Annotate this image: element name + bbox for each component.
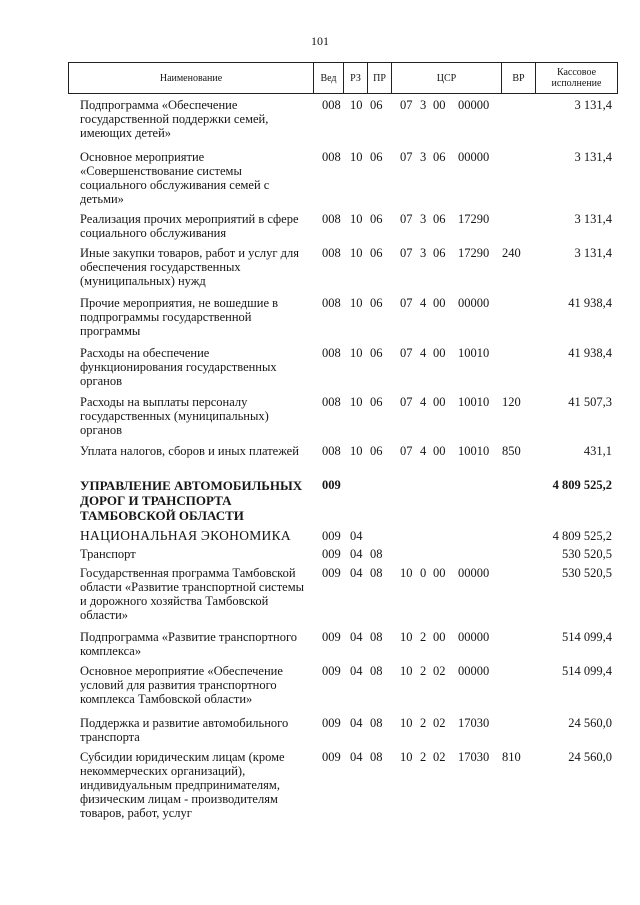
row-c4: 17030 <box>458 750 490 764</box>
row-c4: 10010 <box>458 346 490 360</box>
row-rz: 04 <box>350 716 363 730</box>
row-c3: 00 <box>433 98 446 112</box>
row-pr: 08 <box>370 630 383 644</box>
row-c4: 00000 <box>458 150 490 164</box>
row-c3: 06 <box>433 150 446 164</box>
row-c2: 3 <box>420 98 427 112</box>
row-rz: 10 <box>350 444 363 458</box>
row-name: Уплата налогов, сборов и иных платежей <box>80 444 299 458</box>
header-csr: ЦСР <box>391 63 501 93</box>
row-c3: 00 <box>433 346 446 360</box>
header-name: Наименование <box>159 72 223 84</box>
row-pr: 06 <box>370 150 383 164</box>
row-c2: 0 <box>420 566 427 580</box>
row-rz: 10 <box>350 98 363 112</box>
row-ved: 009 <box>322 630 341 644</box>
row-pr: 06 <box>370 395 383 409</box>
header-ved: Вед <box>313 63 343 93</box>
row-pr: 08 <box>370 547 383 561</box>
row-name: Подпрограмма «Развитие транспортного комплекса» <box>80 630 298 658</box>
row-c3: 00 <box>433 296 446 310</box>
row-c4: 10010 <box>458 444 490 458</box>
row-sum: 431,1 <box>583 444 612 458</box>
row-ved: 009 <box>322 547 341 561</box>
row-rz: 04 <box>350 529 363 543</box>
row-c1: 07 <box>400 395 413 409</box>
header-pr: ПР <box>367 63 391 93</box>
row-c4: 00000 <box>458 630 490 644</box>
row-vr: 850 <box>502 444 521 458</box>
row-c4: 00000 <box>458 296 490 310</box>
row-ved: 009 <box>322 750 341 764</box>
row-c1: 07 <box>400 98 413 112</box>
row-c4: 00000 <box>458 566 490 580</box>
row-name: НАЦИОНАЛЬНАЯ ЭКОНОМИКА <box>80 528 291 543</box>
row-name: Прочие мероприятия, не вошедшие в подпрограммы государственной программы <box>80 296 279 338</box>
row-sum: 41 938,4 <box>568 346 612 360</box>
row-name: Поддержка и развитие автомобильного транспорта <box>80 716 289 744</box>
row-rz: 04 <box>350 750 363 764</box>
row-c1: 10 <box>400 716 413 730</box>
row-pr: 06 <box>370 346 383 360</box>
row-name: Основное мероприятие «Совершенствование системы социального обслуживания семей с детьми» <box>80 150 270 206</box>
row-ved: 008 <box>322 246 341 260</box>
row-c4: 17030 <box>458 716 490 730</box>
row-c3: 02 <box>433 664 446 678</box>
row-pr: 06 <box>370 212 383 226</box>
row-c1: 10 <box>400 630 413 644</box>
row-pr: 08 <box>370 750 383 764</box>
row-ved: 009 <box>322 529 341 543</box>
row-c2: 2 <box>420 750 427 764</box>
row-rz: 10 <box>350 296 363 310</box>
row-sum: 4 809 525,2 <box>552 478 612 492</box>
row-c2: 4 <box>420 346 427 360</box>
row-sum: 24 560,0 <box>568 750 612 764</box>
row-sum: 4 809 525,2 <box>552 529 612 543</box>
row-vr: 240 <box>502 246 521 260</box>
row-name: Иные закупки товаров, работ и услуг для обеспечения государственных (муниципальных) нужд <box>80 246 300 288</box>
row-sum: 24 560,0 <box>568 716 612 730</box>
row-rz: 10 <box>350 150 363 164</box>
row-c3: 00 <box>433 630 446 644</box>
row-c1: 07 <box>400 212 413 226</box>
row-sum: 41 507,3 <box>568 395 612 409</box>
row-pr: 08 <box>370 664 383 678</box>
row-c1: 10 <box>400 664 413 678</box>
row-sum: 3 131,4 <box>574 212 612 226</box>
row-c3: 00 <box>433 395 446 409</box>
row-c4: 17290 <box>458 212 490 226</box>
row-c3: 00 <box>433 566 446 580</box>
row-rz: 10 <box>350 246 363 260</box>
row-ved: 008 <box>322 150 341 164</box>
row-name: Расходы на выплаты персоналу государственных (муниципальных) органов <box>80 395 269 437</box>
table-header <box>68 62 618 94</box>
row-c2: 2 <box>420 630 427 644</box>
row-c1: 07 <box>400 444 413 458</box>
row-name: Основное мероприятие «Обеспечение условий для развития транспортного комплекса Тамбовской области» <box>80 664 283 706</box>
row-ved: 008 <box>322 346 341 360</box>
row-ved: 008 <box>322 296 341 310</box>
row-c3: 02 <box>433 716 446 730</box>
row-c2: 3 <box>420 150 427 164</box>
row-c3: 06 <box>433 246 446 260</box>
header-sum: Кассовое исполнение <box>535 63 617 93</box>
row-c2: 4 <box>420 444 427 458</box>
row-pr: 06 <box>370 246 383 260</box>
row-sum: 3 131,4 <box>574 246 612 260</box>
row-name: Государственная программа Тамбовской области «Развитие транспортной системы и дорожного хозяйства Тамбовской области» <box>80 566 305 622</box>
row-ved: 008 <box>322 212 341 226</box>
row-name: УПРАВЛЕНИЕ АВТОМОБИЛЬНЫХ ДОРОГ И ТРАНСПОРТА ТАМБОВСКОЙ ОБЛАСТИ <box>80 478 303 523</box>
row-rz: 10 <box>350 212 363 226</box>
row-c4: 00000 <box>458 98 490 112</box>
row-ved: 008 <box>322 98 341 112</box>
row-rz: 04 <box>350 630 363 644</box>
row-rz: 04 <box>350 664 363 678</box>
row-ved: 009 <box>322 566 341 580</box>
row-sum: 530 520,5 <box>562 566 612 580</box>
header-vr: ВР <box>501 63 535 93</box>
row-name: Расходы на обеспечение функционирования государственных органов <box>80 346 277 388</box>
row-rz: 04 <box>350 547 363 561</box>
row-c4: 00000 <box>458 664 490 678</box>
row-c2: 4 <box>420 296 427 310</box>
row-sum: 530 520,5 <box>562 547 612 561</box>
row-vr: 120 <box>502 395 521 409</box>
row-c1: 07 <box>400 246 413 260</box>
row-sum: 514 099,4 <box>562 664 612 678</box>
row-sum: 514 099,4 <box>562 630 612 644</box>
row-rz: 10 <box>350 395 363 409</box>
row-c3: 06 <box>433 212 446 226</box>
row-name: Реализация прочих мероприятий в сфере социального обслуживания <box>80 212 299 240</box>
row-sum: 3 131,4 <box>574 150 612 164</box>
row-name: Подпрограмма «Обеспечение государственной поддержки семей, имеющих детей» <box>80 98 269 140</box>
page-number: 101 <box>311 34 329 48</box>
row-rz: 04 <box>350 566 363 580</box>
row-c2: 4 <box>420 395 427 409</box>
row-rz: 10 <box>350 346 363 360</box>
row-ved: 009 <box>322 664 341 678</box>
row-c1: 07 <box>400 150 413 164</box>
row-ved: 008 <box>322 395 341 409</box>
row-sum: 41 938,4 <box>568 296 612 310</box>
row-sum: 3 131,4 <box>574 98 612 112</box>
row-c2: 2 <box>420 664 427 678</box>
row-pr: 06 <box>370 444 383 458</box>
row-pr: 06 <box>370 98 383 112</box>
row-ved: 008 <box>322 444 341 458</box>
row-c3: 00 <box>433 444 446 458</box>
row-c4: 17290 <box>458 246 490 260</box>
row-pr: 08 <box>370 716 383 730</box>
row-c1: 10 <box>400 566 413 580</box>
row-c4: 10010 <box>458 395 490 409</box>
row-name: Транспорт <box>80 547 136 561</box>
row-ved: 009 <box>322 716 341 730</box>
row-pr: 08 <box>370 566 383 580</box>
row-c2: 3 <box>420 212 427 226</box>
row-c1: 10 <box>400 750 413 764</box>
row-c1: 07 <box>400 296 413 310</box>
header-rz: РЗ <box>343 63 367 93</box>
row-vr: 810 <box>502 750 521 764</box>
row-c2: 3 <box>420 246 427 260</box>
row-ved: 009 <box>322 478 341 492</box>
row-c1: 07 <box>400 346 413 360</box>
row-c2: 2 <box>420 716 427 730</box>
row-name: Субсидии юридическим лицам (кроме некоммерческих организаций), индивидуальным предпринимателям, физическим лицам - производителям товаров, работ, услуг <box>80 750 285 820</box>
row-pr: 06 <box>370 296 383 310</box>
row-c3: 02 <box>433 750 446 764</box>
